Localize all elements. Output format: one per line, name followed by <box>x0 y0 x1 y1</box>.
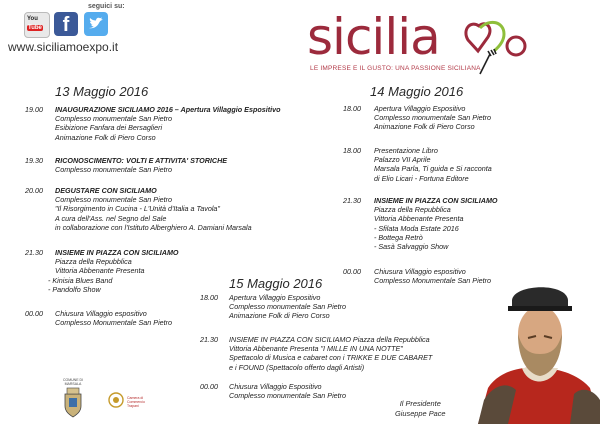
event-details <box>374 104 491 132</box>
event-line: Complesso Monumentale San Pietro <box>374 276 492 286</box>
event-time: 18.00 <box>343 146 361 155</box>
event-line: Piazza della Repubblica <box>55 257 132 267</box>
event-details <box>229 335 432 372</box>
event-line: in collaborazione con l'Istituto Alberghiero A. Damiani Marsala <box>55 222 252 232</box>
event-details <box>229 382 346 400</box>
event-line: - Bottega Retrò <box>374 232 423 242</box>
facebook-icon[interactable]: f <box>54 12 78 36</box>
event-details <box>55 186 252 232</box>
website-link[interactable]: www.siciliamoexpo.it <box>8 40 119 54</box>
chamber-emblem-icon <box>108 392 124 408</box>
event-line: Vittoria Abbenante Presenta <box>55 266 145 276</box>
event-line: Apertura Villaggio Espositivo <box>229 293 321 302</box>
event-line: INSIEME IN PIAZZA CON SICILIAMO <box>55 248 179 257</box>
event-line: Vittoria Abbenante Presenta "I MILLE IN UNA NOTTE" <box>229 344 403 354</box>
event-line: Animazione Folk di Piero Corso <box>374 122 475 132</box>
event-line: INSIEME IN PIAZZA CON SICILIAMO Piazza della Repubblica <box>229 335 430 344</box>
coat-of-arms-icon <box>62 386 84 418</box>
event-line: Animazione Folk di Piero Corso <box>55 132 156 142</box>
event-line: Complesso monumentale San Pietro <box>229 391 347 401</box>
day-title-13: 13 Maggio 2016 <box>55 84 149 99</box>
event-line: Complesso monumentale San Pietro <box>229 302 347 312</box>
event-line: Piazza della Repubblica <box>374 205 451 215</box>
president-signature <box>395 399 446 419</box>
youtube-tube-text: Tube <box>28 25 42 31</box>
event-line: INSIEME IN PIAZZA CON SICILIAMO <box>374 196 498 205</box>
event-line: Apertura Villaggio Espositivo <box>374 104 466 113</box>
event-line: Animazione Folk di Piero Corso <box>229 311 330 321</box>
event-line: Complesso Monumentale San Pietro <box>55 318 173 328</box>
chamber-label: Camera di Commercio Trapani <box>127 396 145 408</box>
event-line: Complesso monumentale San Pietro <box>55 114 173 124</box>
event-line: Esibizione Fanfara dei Bersaglieri <box>55 123 163 133</box>
event-details <box>374 267 491 285</box>
event-time: 00.00 <box>200 382 218 391</box>
event-line: Marsala Parla, Ti guida e Si racconta <box>374 164 492 174</box>
event-line: Palazzo VII Aprile <box>374 155 431 165</box>
event-time: 21.30 <box>25 248 43 257</box>
event-time: 18.00 <box>200 293 218 302</box>
event-line: RICONOSCIMENTO: VOLTI E ATTIVITA' STORICHE <box>55 156 228 165</box>
event-line: Chiusura Villaggio Espositivo <box>229 382 322 391</box>
president-title: Il Presidente <box>399 399 441 408</box>
president-name: Giuseppe Pace <box>395 409 446 418</box>
siciliamo-logo <box>307 8 440 66</box>
event-time: 18.00 <box>343 104 361 113</box>
event-line: "Il Risorgimento in Cucina - L'Unità d'Italia a Tavola" <box>55 204 220 214</box>
event-details <box>55 309 172 327</box>
event-line: - Pandolfo Show <box>48 284 101 294</box>
event-time: 00.00 <box>343 267 361 276</box>
youtube-you-text: You <box>27 16 38 22</box>
youtube-icon[interactable] <box>24 12 50 38</box>
logo-word-start: sicilia <box>307 8 440 66</box>
event-time: 21.30 <box>200 335 218 344</box>
day-title-14: 14 Maggio 2016 <box>370 84 464 99</box>
event-line: Chiusura Villaggio espositivo <box>374 267 466 276</box>
event-line: A cura dell'Ass. nel Segno del Sale <box>55 213 167 223</box>
event-line: Presentazione Libro <box>374 146 438 155</box>
event-time: 19.00 <box>25 105 43 114</box>
logo-tagline: LE IMPRESE E IL GUSTO: UNA PASSIONE SICILIANA <box>310 65 481 72</box>
event-line: DEGUSTARE CON SICILIAMO <box>55 186 157 195</box>
event-line: - Sfilata Moda Estate 2016 <box>374 223 459 233</box>
event-time: 00.00 <box>25 309 43 318</box>
event-details <box>55 105 281 142</box>
event-line: Vittoria Abbenante Presenta <box>374 214 464 224</box>
municipality-logo <box>60 378 86 423</box>
twitter-icon[interactable] <box>84 12 108 36</box>
event-line: INAUGURAZIONE SICILIAMO 2016 – Apertura Villaggio Espositivo <box>55 105 281 114</box>
event-details <box>55 156 227 174</box>
day-title-15: 15 Maggio 2016 <box>229 276 323 291</box>
event-time: 21.30 <box>343 196 361 205</box>
event-line: - Kinisia Blues Band <box>48 275 113 285</box>
event-line: Spettacolo di Musica e cabaret con i TRIKKE E DUE CABARET <box>229 353 433 363</box>
event-line: Chiusura Villaggio espositivo <box>55 309 147 318</box>
follow-label: seguici su: <box>88 3 125 10</box>
municipality-label: COMUNE DI MARSALA <box>62 378 84 386</box>
event-details <box>48 248 179 294</box>
event-line: Complesso monumentale San Pietro <box>55 195 173 205</box>
event-details <box>374 196 498 251</box>
event-details <box>374 146 492 183</box>
event-line: Complesso monumentale San Pietro <box>374 113 492 123</box>
event-line: di Elio Licari - Fortuna Editore <box>374 173 469 183</box>
portrait-image <box>478 276 600 424</box>
event-details <box>229 293 346 321</box>
event-line: - Sasà Salvaggio Show <box>374 242 449 252</box>
event-time: 19.30 <box>25 156 43 165</box>
event-time: 20.00 <box>25 186 43 195</box>
event-line: e i FOUND (Spettacolo offerto dagli Artisti) <box>229 362 365 372</box>
event-line: Complesso monumentale San Pietro <box>55 165 173 175</box>
